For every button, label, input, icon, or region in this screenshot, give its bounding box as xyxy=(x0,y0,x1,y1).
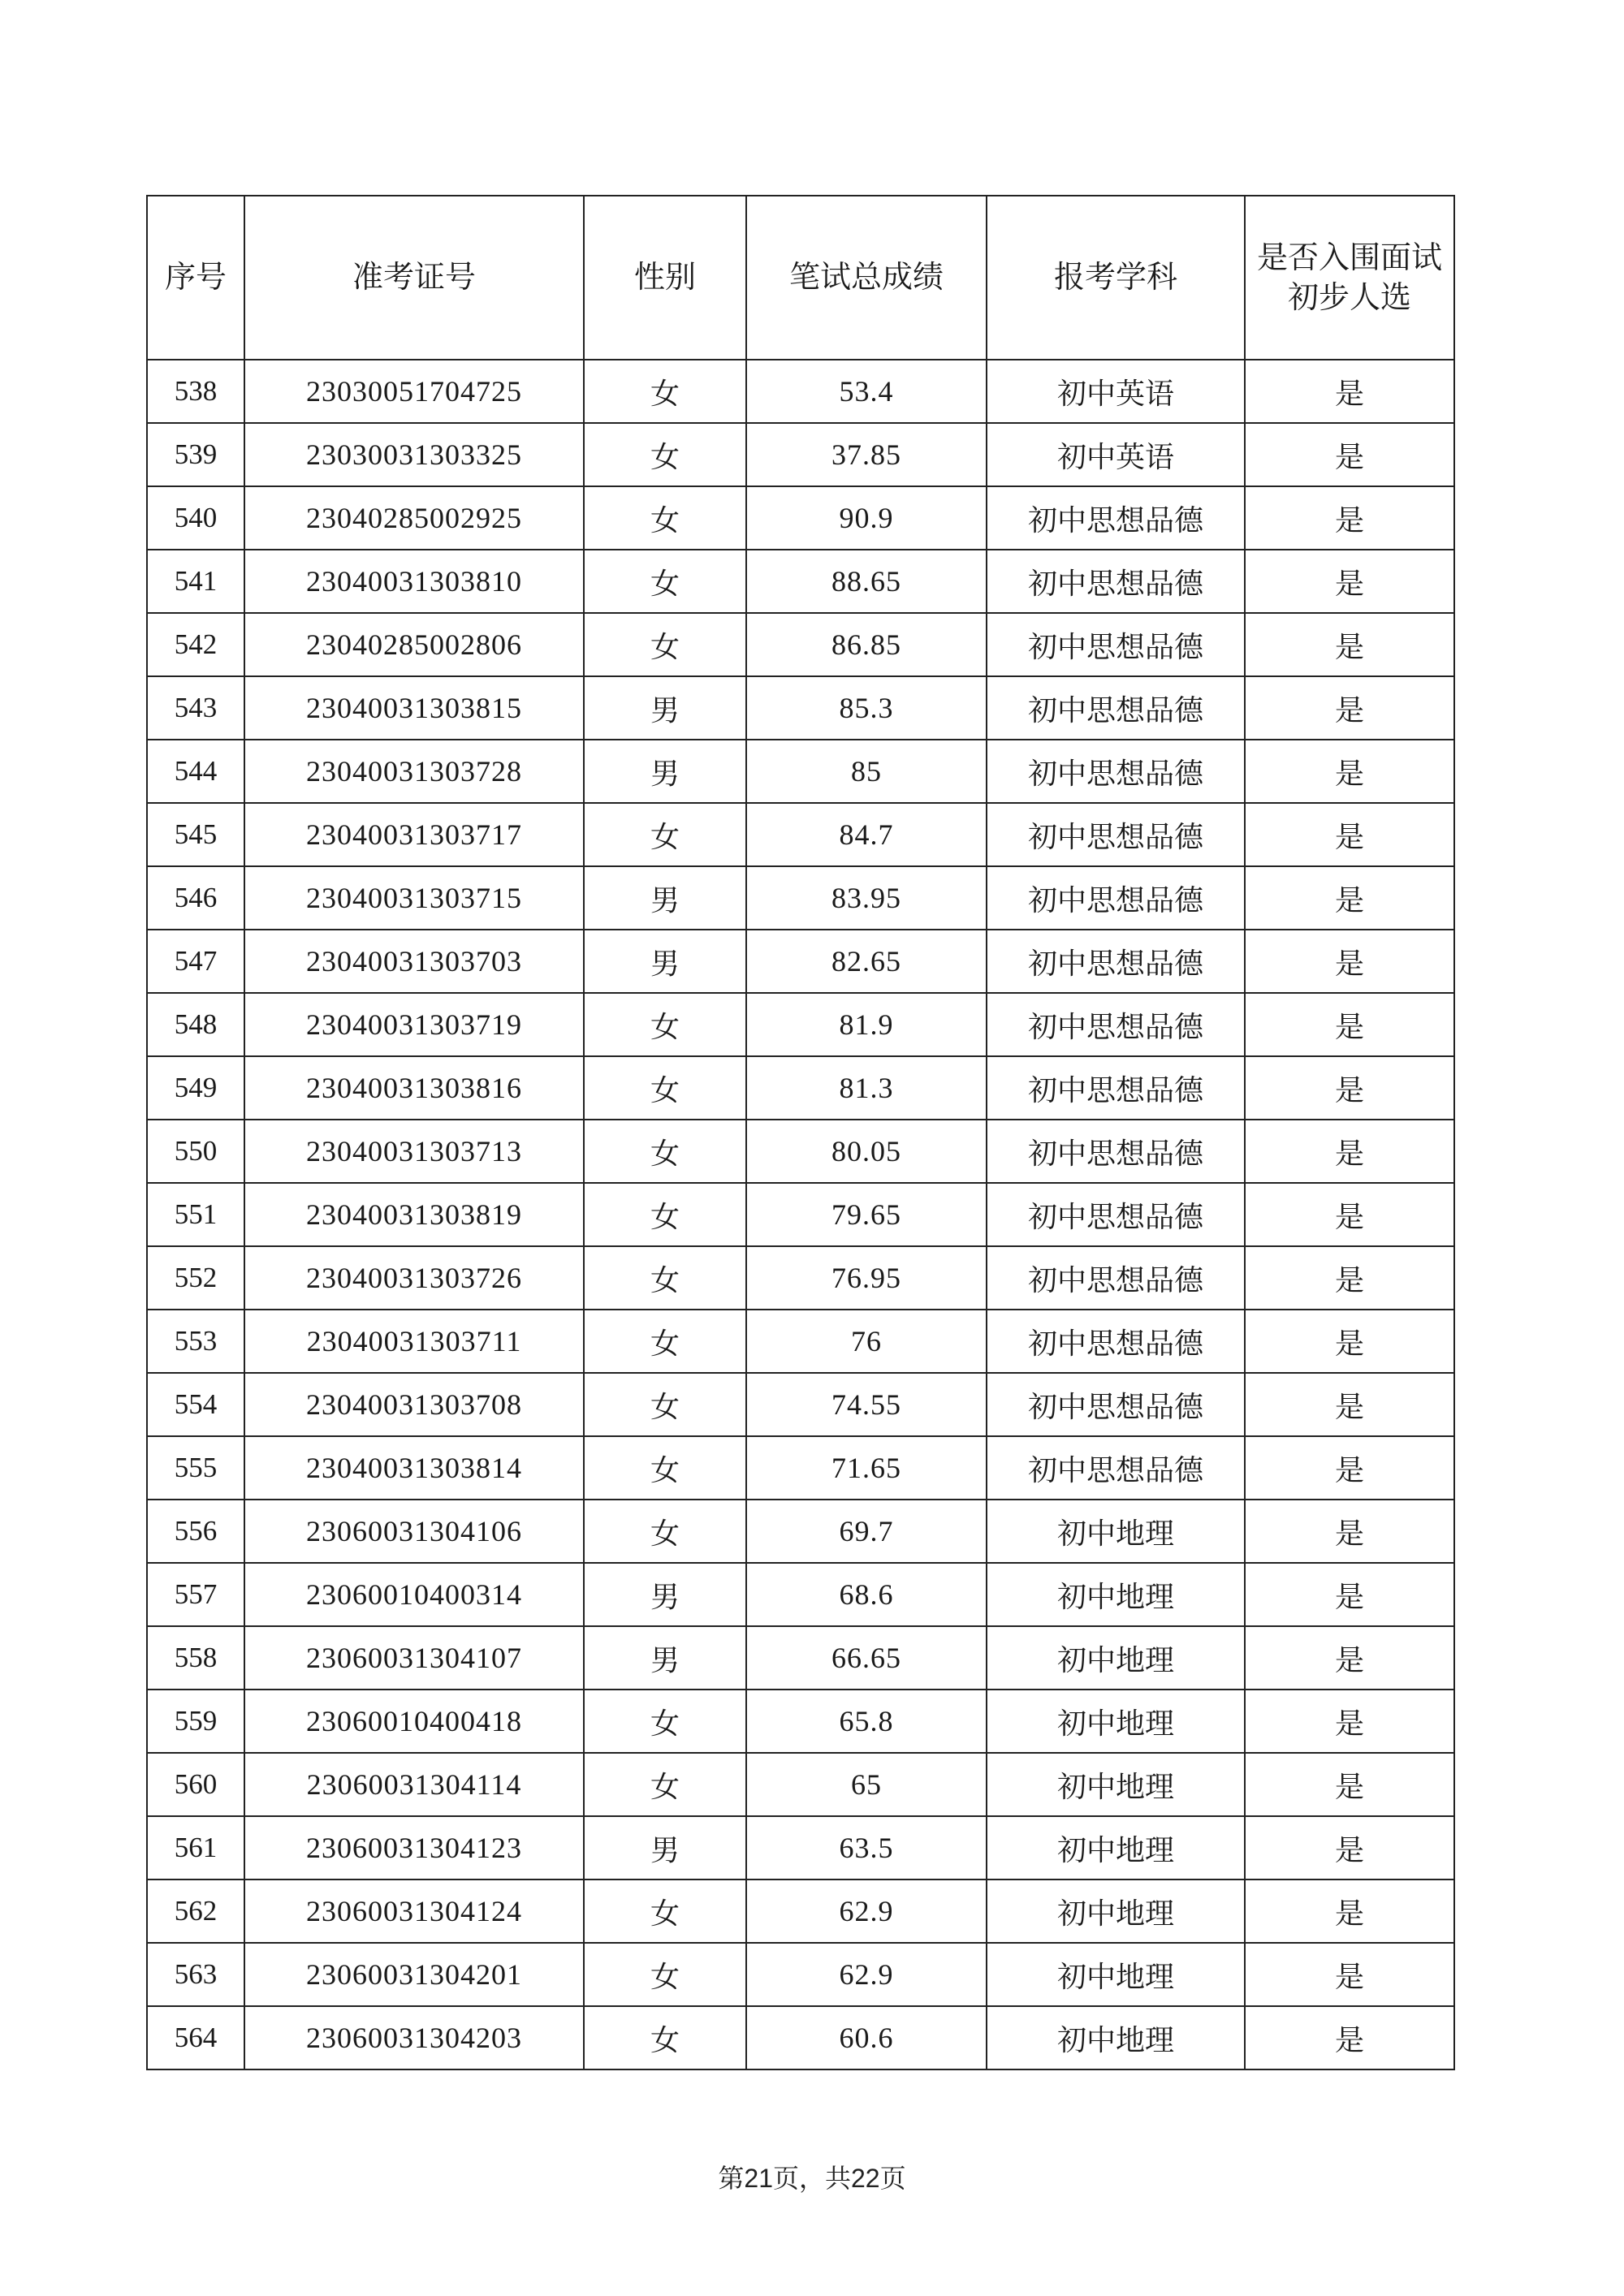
header-seq: 序号 xyxy=(147,196,244,360)
gender-cell: 女 xyxy=(584,1943,746,2006)
gender-cell: 男 xyxy=(584,866,746,930)
score-cell: 76 xyxy=(746,1310,987,1373)
shortlisted-cell: 是 xyxy=(1245,1373,1454,1436)
gender-cell: 男 xyxy=(584,676,746,740)
subject-cell: 初中地理 xyxy=(987,1943,1245,2006)
subject-cell: 初中地理 xyxy=(987,1500,1245,1563)
shortlisted-cell: 是 xyxy=(1245,993,1454,1056)
gender-cell: 女 xyxy=(584,993,746,1056)
seq-cell: 546 xyxy=(147,866,244,930)
shortlisted-cell: 是 xyxy=(1245,360,1454,423)
gender-cell: 女 xyxy=(584,613,746,676)
table-row xyxy=(147,1816,1454,1880)
score-cell: 71.65 xyxy=(746,1436,987,1500)
shortlisted-cell: 是 xyxy=(1245,486,1454,550)
table-row xyxy=(147,1943,1454,2006)
shortlisted-cell: 是 xyxy=(1245,1943,1454,2006)
score-cell: 85 xyxy=(746,740,987,803)
subject-cell: 初中思想品德 xyxy=(987,613,1245,676)
seq-cell: 543 xyxy=(147,676,244,740)
gender-cell: 女 xyxy=(584,486,746,550)
interview-shortlist-table xyxy=(146,195,1455,2070)
gender-cell: 女 xyxy=(584,1436,746,1500)
exam-id-cell: 23040031303708 xyxy=(244,1373,584,1436)
score-cell: 81.9 xyxy=(746,993,987,1056)
score-cell: 66.65 xyxy=(746,1626,987,1690)
shortlisted-cell: 是 xyxy=(1245,1500,1454,1563)
shortlisted-cell: 是 xyxy=(1245,740,1454,803)
table-row xyxy=(147,613,1454,676)
shortlisted-cell: 是 xyxy=(1245,1690,1454,1753)
table-row xyxy=(147,866,1454,930)
exam-id-cell: 23040031303719 xyxy=(244,993,584,1056)
seq-cell: 540 xyxy=(147,486,244,550)
score-cell: 62.9 xyxy=(746,1880,987,1943)
subject-cell: 初中思想品德 xyxy=(987,1120,1245,1183)
seq-cell: 556 xyxy=(147,1500,244,1563)
seq-cell: 562 xyxy=(147,1880,244,1943)
header-subject: 报考学科 xyxy=(987,196,1245,360)
seq-cell: 539 xyxy=(147,423,244,486)
seq-cell: 551 xyxy=(147,1183,244,1246)
footer-prefix: 第 xyxy=(718,2163,745,2194)
footer-page-number: 21 xyxy=(744,2164,773,2193)
exam-id-cell: 23060031304124 xyxy=(244,1880,584,1943)
header-exam-id: 准考证号 xyxy=(244,196,584,360)
gender-cell: 女 xyxy=(584,1246,746,1310)
exam-id-cell: 23060031304114 xyxy=(244,1753,584,1816)
subject-cell: 初中地理 xyxy=(987,1563,1245,1626)
seq-cell: 557 xyxy=(147,1563,244,1626)
score-cell: 60.6 xyxy=(746,2006,987,2069)
table-row xyxy=(147,1120,1454,1183)
subject-cell: 初中思想品德 xyxy=(987,486,1245,550)
score-cell: 76.95 xyxy=(746,1246,987,1310)
subject-cell: 初中英语 xyxy=(987,423,1245,486)
gender-cell: 女 xyxy=(584,1120,746,1183)
subject-cell: 初中地理 xyxy=(987,1753,1245,1816)
shortlisted-cell: 是 xyxy=(1245,1436,1454,1500)
header-shortlisted-line2: 初步人选 xyxy=(1287,279,1411,315)
subject-cell: 初中地理 xyxy=(987,1816,1245,1880)
table-row xyxy=(147,1183,1454,1246)
header-shortlisted xyxy=(1245,196,1454,360)
exam-id-cell: 23060031304106 xyxy=(244,1500,584,1563)
score-cell: 85.3 xyxy=(746,676,987,740)
gender-cell: 女 xyxy=(584,360,746,423)
subject-cell: 初中思想品德 xyxy=(987,1310,1245,1373)
score-cell: 86.85 xyxy=(746,613,987,676)
exam-id-cell: 23060010400418 xyxy=(244,1690,584,1753)
score-cell: 69.7 xyxy=(746,1500,987,1563)
exam-id-cell: 23060031304201 xyxy=(244,1943,584,2006)
gender-cell: 女 xyxy=(584,423,746,486)
subject-cell: 初中思想品德 xyxy=(987,866,1245,930)
subject-cell: 初中思想品德 xyxy=(987,993,1245,1056)
shortlisted-cell: 是 xyxy=(1245,1246,1454,1310)
score-cell: 53.4 xyxy=(746,360,987,423)
exam-id-cell: 23040031303711 xyxy=(244,1310,584,1373)
subject-cell: 初中思想品德 xyxy=(987,676,1245,740)
table-row xyxy=(147,1500,1454,1563)
seq-cell: 542 xyxy=(147,613,244,676)
shortlisted-cell: 是 xyxy=(1245,1056,1454,1120)
table-row xyxy=(147,2006,1454,2069)
score-cell: 79.65 xyxy=(746,1183,987,1246)
table-row xyxy=(147,1880,1454,1943)
subject-cell: 初中思想品德 xyxy=(987,1056,1245,1120)
score-cell: 62.9 xyxy=(746,1943,987,2006)
shortlisted-cell: 是 xyxy=(1245,1183,1454,1246)
shortlisted-cell: 是 xyxy=(1245,550,1454,613)
table-row xyxy=(147,740,1454,803)
table-row xyxy=(147,360,1454,423)
exam-id-cell: 23060010400314 xyxy=(244,1563,584,1626)
seq-cell: 555 xyxy=(147,1436,244,1500)
seq-cell: 548 xyxy=(147,993,244,1056)
table-row xyxy=(147,550,1454,613)
gender-cell: 女 xyxy=(584,1056,746,1120)
score-cell: 74.55 xyxy=(746,1373,987,1436)
exam-id-cell: 23030051704725 xyxy=(244,360,584,423)
shortlisted-cell: 是 xyxy=(1245,423,1454,486)
subject-cell: 初中地理 xyxy=(987,1690,1245,1753)
header-gender: 性别 xyxy=(584,196,746,360)
score-cell: 65.8 xyxy=(746,1690,987,1753)
shortlisted-cell: 是 xyxy=(1245,1816,1454,1880)
subject-cell: 初中地理 xyxy=(987,2006,1245,2069)
shortlisted-cell: 是 xyxy=(1245,676,1454,740)
subject-cell: 初中思想品德 xyxy=(987,1436,1245,1500)
table-row xyxy=(147,676,1454,740)
shortlisted-cell: 是 xyxy=(1245,1120,1454,1183)
score-cell: 37.85 xyxy=(746,423,987,486)
seq-cell: 545 xyxy=(147,803,244,866)
shortlisted-cell: 是 xyxy=(1245,2006,1454,2069)
shortlisted-cell: 是 xyxy=(1245,1626,1454,1690)
seq-cell: 564 xyxy=(147,2006,244,2069)
table-row xyxy=(147,1563,1454,1626)
table-row xyxy=(147,1373,1454,1436)
exam-id-cell: 23040031303814 xyxy=(244,1436,584,1500)
exam-id-cell: 23040031303815 xyxy=(244,676,584,740)
exam-id-cell: 23040031303819 xyxy=(244,1183,584,1246)
table-row xyxy=(147,803,1454,866)
seq-cell: 549 xyxy=(147,1056,244,1120)
shortlisted-cell: 是 xyxy=(1245,866,1454,930)
score-cell: 68.6 xyxy=(746,1563,987,1626)
gender-cell: 男 xyxy=(584,740,746,803)
exam-id-cell: 23040031303703 xyxy=(244,930,584,993)
subject-cell: 初中思想品德 xyxy=(987,550,1245,613)
shortlisted-cell: 是 xyxy=(1245,1753,1454,1816)
exam-id-cell: 23040031303816 xyxy=(244,1056,584,1120)
gender-cell: 女 xyxy=(584,1183,746,1246)
gender-cell: 男 xyxy=(584,1816,746,1880)
seq-cell: 554 xyxy=(147,1373,244,1436)
results-sheet xyxy=(146,195,1453,2070)
score-cell: 82.65 xyxy=(746,930,987,993)
table-row xyxy=(147,1690,1454,1753)
gender-cell: 女 xyxy=(584,1310,746,1373)
subject-cell: 初中思想品德 xyxy=(987,930,1245,993)
seq-cell: 547 xyxy=(147,930,244,993)
seq-cell: 561 xyxy=(147,1816,244,1880)
table-body xyxy=(147,360,1454,2069)
table-row xyxy=(147,1753,1454,1816)
footer-total-pages: 22 xyxy=(851,2164,880,2193)
seq-cell: 538 xyxy=(147,360,244,423)
exam-id-cell: 23040031303715 xyxy=(244,866,584,930)
subject-cell: 初中思想品德 xyxy=(987,740,1245,803)
footer-suffix: 页 xyxy=(879,2163,906,2194)
seq-cell: 559 xyxy=(147,1690,244,1753)
gender-cell: 女 xyxy=(584,1690,746,1753)
score-cell: 65 xyxy=(746,1753,987,1816)
shortlisted-cell: 是 xyxy=(1245,803,1454,866)
header-score: 笔试总成绩 xyxy=(746,196,987,360)
gender-cell: 女 xyxy=(584,1753,746,1816)
gender-cell: 女 xyxy=(584,550,746,613)
gender-cell: 男 xyxy=(584,1626,746,1690)
subject-cell: 初中思想品德 xyxy=(987,1183,1245,1246)
subject-cell: 初中思想品德 xyxy=(987,1373,1245,1436)
score-cell: 90.9 xyxy=(746,486,987,550)
seq-cell: 552 xyxy=(147,1246,244,1310)
table-header xyxy=(147,196,1454,360)
table-row xyxy=(147,1246,1454,1310)
score-cell: 88.65 xyxy=(746,550,987,613)
exam-id-cell: 23060031304107 xyxy=(244,1626,584,1690)
exam-id-cell: 23060031304203 xyxy=(244,2006,584,2069)
exam-id-cell: 23060031304123 xyxy=(244,1816,584,1880)
table-row xyxy=(147,1626,1454,1690)
seq-cell: 550 xyxy=(147,1120,244,1183)
page-footer xyxy=(0,2158,1624,2195)
shortlisted-cell: 是 xyxy=(1245,1563,1454,1626)
shortlisted-cell: 是 xyxy=(1245,1310,1454,1373)
shortlisted-cell: 是 xyxy=(1245,613,1454,676)
gender-cell: 女 xyxy=(584,1373,746,1436)
score-cell: 81.3 xyxy=(746,1056,987,1120)
exam-id-cell: 23040031303728 xyxy=(244,740,584,803)
subject-cell: 初中地理 xyxy=(987,1626,1245,1690)
seq-cell: 560 xyxy=(147,1753,244,1816)
score-cell: 84.7 xyxy=(746,803,987,866)
table-row xyxy=(147,993,1454,1056)
seq-cell: 541 xyxy=(147,550,244,613)
score-cell: 83.95 xyxy=(746,866,987,930)
exam-id-cell: 23030031303325 xyxy=(244,423,584,486)
header-row xyxy=(147,196,1454,360)
table-row xyxy=(147,1436,1454,1500)
shortlisted-cell: 是 xyxy=(1245,1880,1454,1943)
table-row xyxy=(147,930,1454,993)
gender-cell: 男 xyxy=(584,1563,746,1626)
seq-cell: 553 xyxy=(147,1310,244,1373)
subject-cell: 初中思想品德 xyxy=(987,803,1245,866)
gender-cell: 女 xyxy=(584,1880,746,1943)
table-row xyxy=(147,486,1454,550)
footer-middle: 页，共 xyxy=(772,2163,851,2194)
score-cell: 80.05 xyxy=(746,1120,987,1183)
table-row xyxy=(147,1310,1454,1373)
gender-cell: 女 xyxy=(584,1500,746,1563)
shortlisted-cell: 是 xyxy=(1245,930,1454,993)
gender-cell: 女 xyxy=(584,803,746,866)
header-shortlisted-line1: 是否入围面试 xyxy=(1256,239,1442,275)
table-row xyxy=(147,1056,1454,1120)
exam-id-cell: 23040031303726 xyxy=(244,1246,584,1310)
exam-id-cell: 23040285002925 xyxy=(244,486,584,550)
gender-cell: 男 xyxy=(584,930,746,993)
exam-id-cell: 23040031303810 xyxy=(244,550,584,613)
subject-cell: 初中地理 xyxy=(987,1880,1245,1943)
exam-id-cell: 23040285002806 xyxy=(244,613,584,676)
table-row xyxy=(147,423,1454,486)
subject-cell: 初中英语 xyxy=(987,360,1245,423)
seq-cell: 563 xyxy=(147,1943,244,2006)
exam-id-cell: 23040031303717 xyxy=(244,803,584,866)
gender-cell: 女 xyxy=(584,2006,746,2069)
subject-cell: 初中思想品德 xyxy=(987,1246,1245,1310)
seq-cell: 558 xyxy=(147,1626,244,1690)
score-cell: 63.5 xyxy=(746,1816,987,1880)
exam-id-cell: 23040031303713 xyxy=(244,1120,584,1183)
seq-cell: 544 xyxy=(147,740,244,803)
